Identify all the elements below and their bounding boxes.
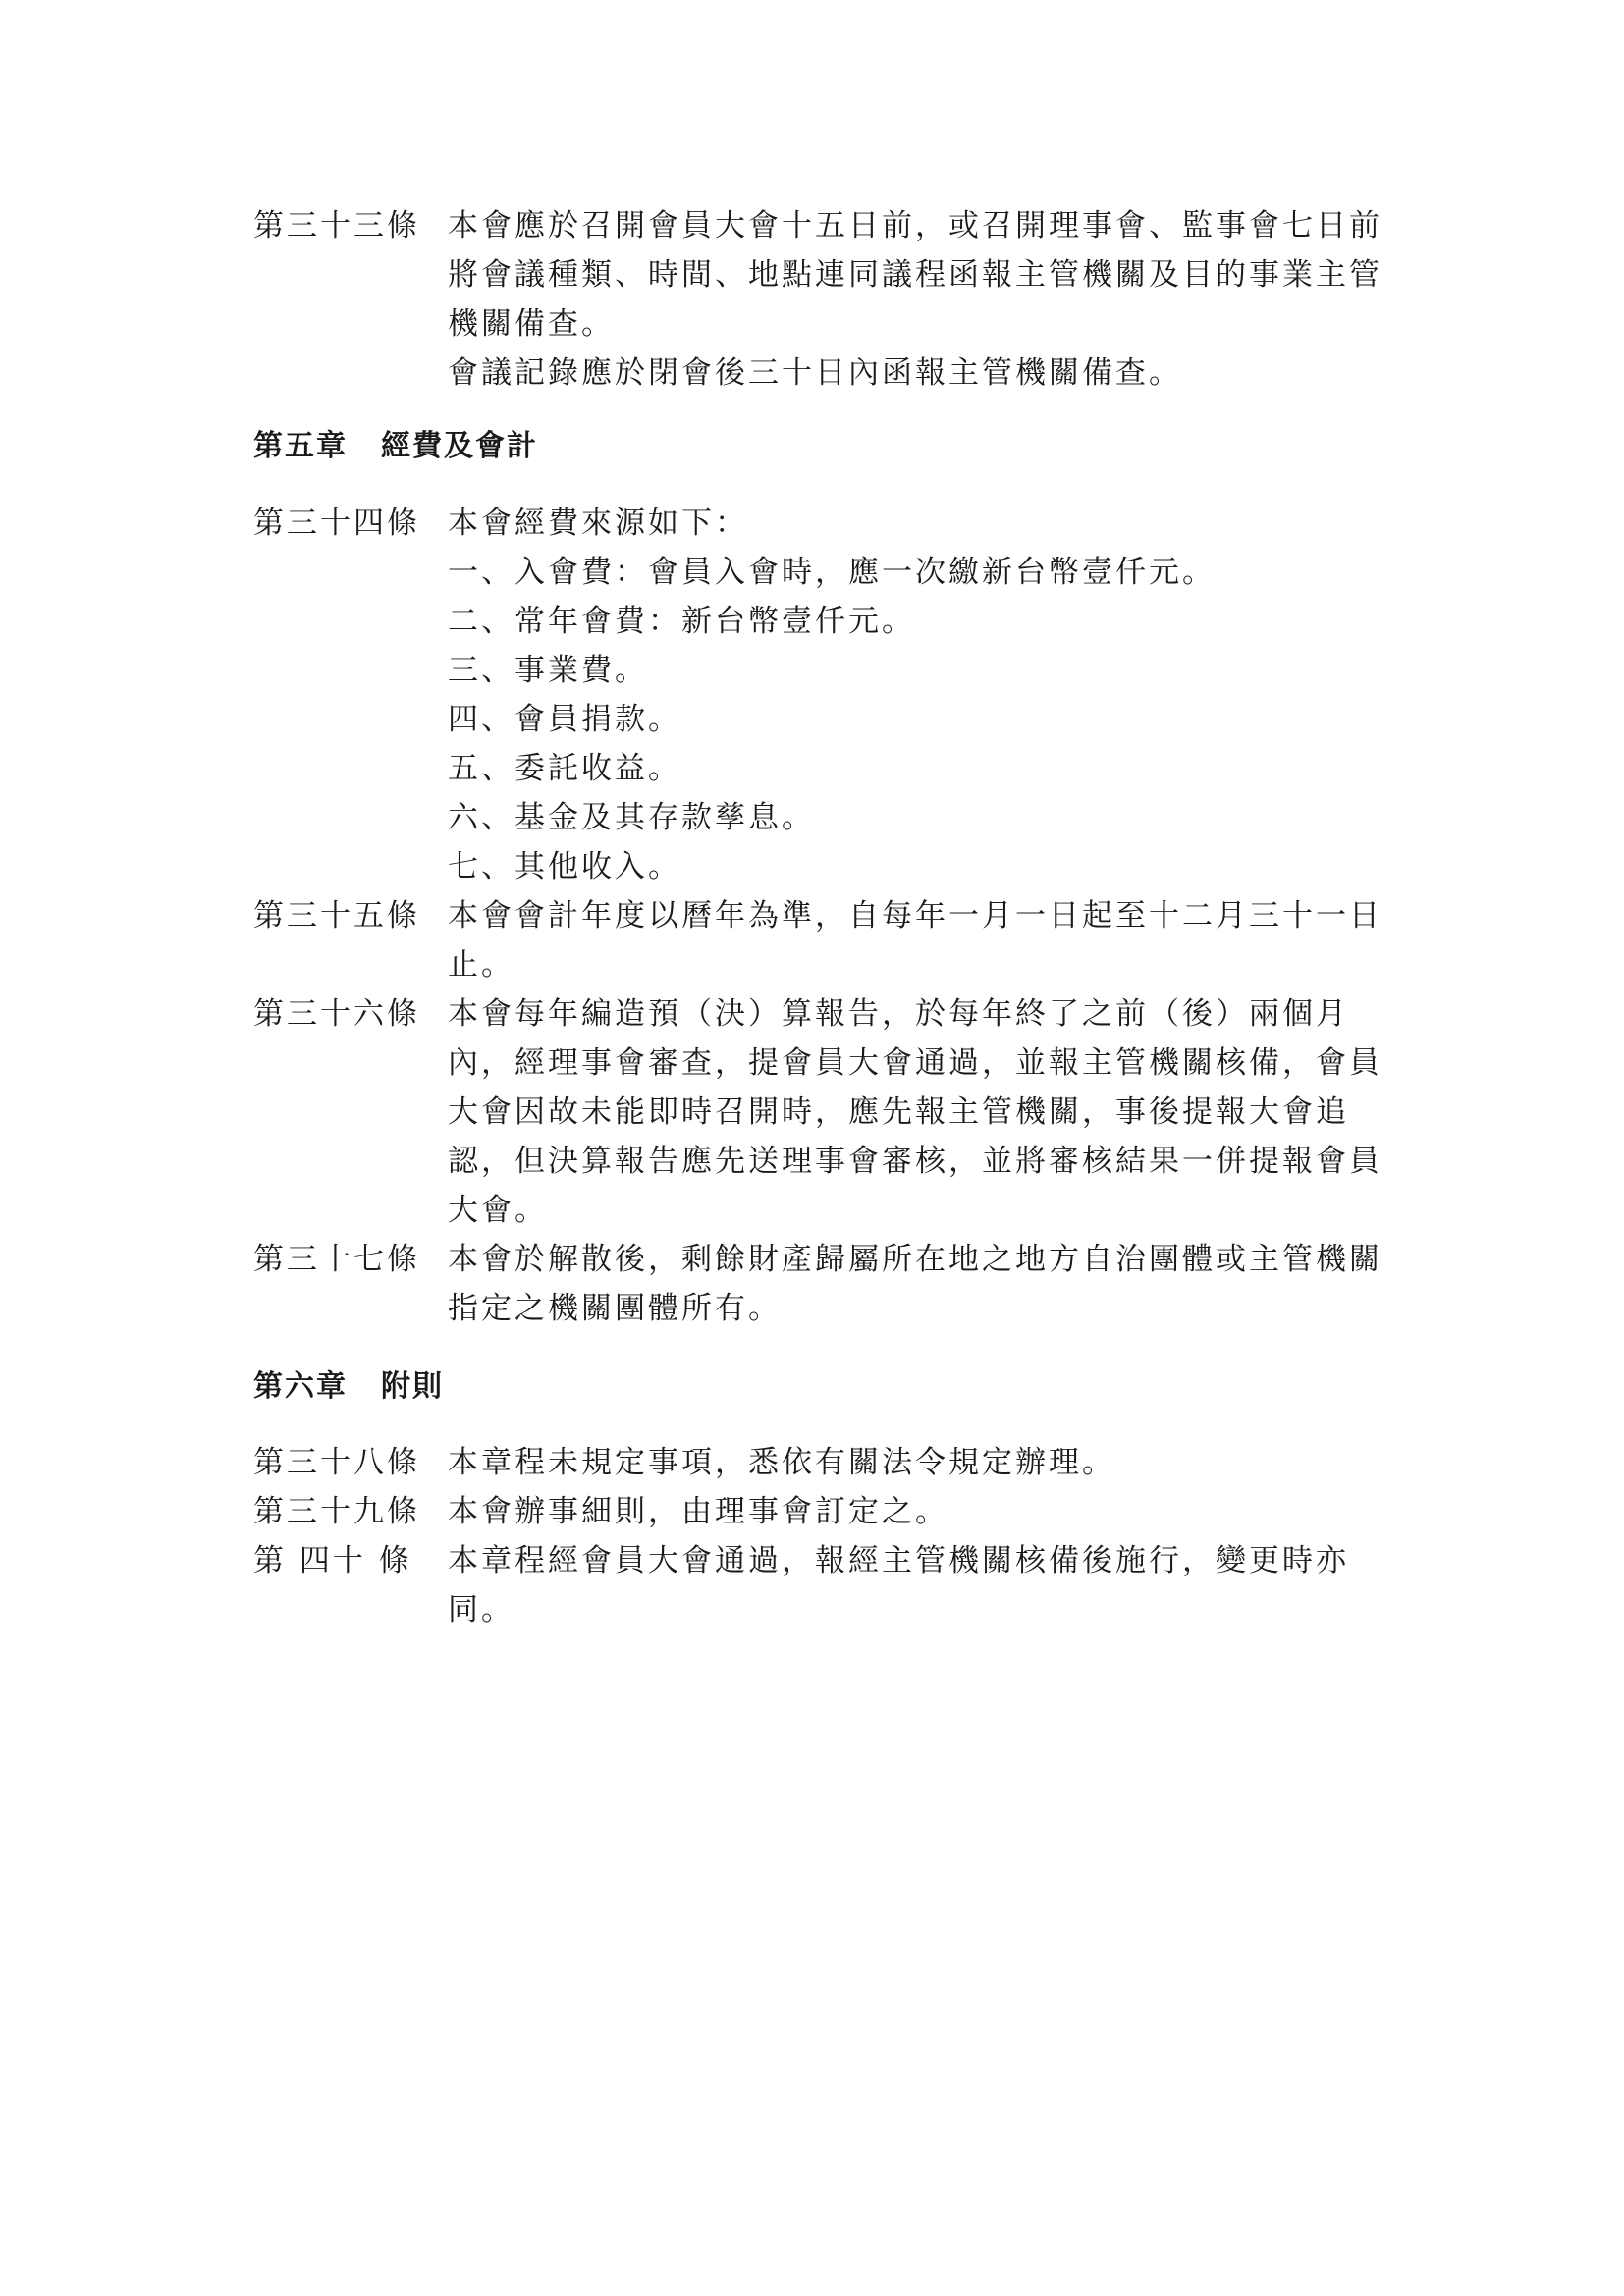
article-line: 大會因故未能即時召開時，應先報主管機關，事後提報大會追 xyxy=(448,1095,1349,1130)
article-body xyxy=(448,1438,1380,1487)
article-line: 會議記錄應於閉會後三十日內函報主管機關備查。 xyxy=(448,355,1182,391)
article-39 xyxy=(253,1487,1382,1536)
article-line: 本會經費來源如下： xyxy=(448,506,748,541)
article-line: 本會每年編造預（決）算報告，於每年終了之前（後）兩個月 xyxy=(448,996,1349,1032)
article-38 xyxy=(253,1438,1382,1487)
article-37 xyxy=(253,1235,1382,1333)
article-label: 第 四十 條 xyxy=(253,1543,412,1578)
article-line: 本會應於召開會員大會十五日前，或召開理事會、監事會七日前 xyxy=(448,208,1382,243)
article-label: 第三十四條 xyxy=(253,506,420,541)
article-body xyxy=(448,1235,1380,1333)
chapter-number: 第六章 xyxy=(253,1369,348,1404)
article-body xyxy=(448,989,1380,1235)
list-item: 二、常年會費：新台幣壹仟元。 xyxy=(448,604,915,639)
article-line: 大會。 xyxy=(448,1193,548,1228)
list-item: 三、事業費。 xyxy=(448,653,648,688)
chapter-title: 附則 xyxy=(381,1369,444,1404)
article-36 xyxy=(253,989,1382,1235)
article-line: 機關備查。 xyxy=(448,306,615,342)
list-item: 六、基金及其存款孳息。 xyxy=(448,800,815,835)
article-line: 本章程經會員大會通過，報經主管機關核備後施行，變更時亦 xyxy=(448,1543,1349,1578)
chapter-number: 第五章 xyxy=(253,429,348,463)
article-line: 內，經理事會審查，提會員大會通過，並報主管機關核備，會員 xyxy=(448,1045,1382,1081)
article-line: 將會議種類、時間、地點連同議程函報主管機關及目的事業主管 xyxy=(448,257,1382,293)
article-label: 第三十八條 xyxy=(253,1445,420,1480)
article-line: 止。 xyxy=(448,947,514,983)
article-label: 第三十六條 xyxy=(253,996,420,1032)
list-item: 五、委託收益。 xyxy=(448,751,681,786)
article-label: 第三十三條 xyxy=(253,208,420,243)
chapter-title: 經費及會計 xyxy=(381,429,538,463)
article-body xyxy=(448,891,1380,989)
article-line: 同。 xyxy=(448,1592,514,1628)
article-body xyxy=(448,499,1380,891)
article-33 xyxy=(253,201,1382,398)
article-line: 本會於解散後，剩餘財產歸屬所在地之地方自治團體或主管機關 xyxy=(448,1242,1382,1277)
article-40 xyxy=(253,1536,1382,1634)
article-label: 第三十五條 xyxy=(253,898,420,934)
list-item: 七、其他收入。 xyxy=(448,849,681,884)
article-line: 本會會計年度以曆年為準，自每年一月一日起至十二月三十一日 xyxy=(448,898,1382,934)
list-item: 一、入會費：會員入會時，應一次繳新台幣壹仟元。 xyxy=(448,555,1216,590)
article-line: 本章程未規定事項，悉依有關法令規定辦理。 xyxy=(448,1445,1115,1480)
article-body xyxy=(448,1536,1380,1634)
article-line: 指定之機關團體所有。 xyxy=(448,1291,782,1326)
article-34 xyxy=(253,499,1382,891)
chapter-heading-6 xyxy=(253,1362,444,1412)
article-body xyxy=(448,201,1380,398)
article-label: 第三十七條 xyxy=(253,1242,420,1277)
chapter-heading-5 xyxy=(253,422,538,471)
article-35 xyxy=(253,891,1382,989)
article-line: 本會辦事細則，由理事會訂定之。 xyxy=(448,1494,948,1529)
article-label: 第三十九條 xyxy=(253,1494,420,1529)
article-line: 認，但決算報告應先送理事會審核，並將審核結果一併提報會員 xyxy=(448,1144,1382,1179)
article-body xyxy=(448,1487,1380,1536)
list-item: 四、會員捐款。 xyxy=(448,702,681,737)
